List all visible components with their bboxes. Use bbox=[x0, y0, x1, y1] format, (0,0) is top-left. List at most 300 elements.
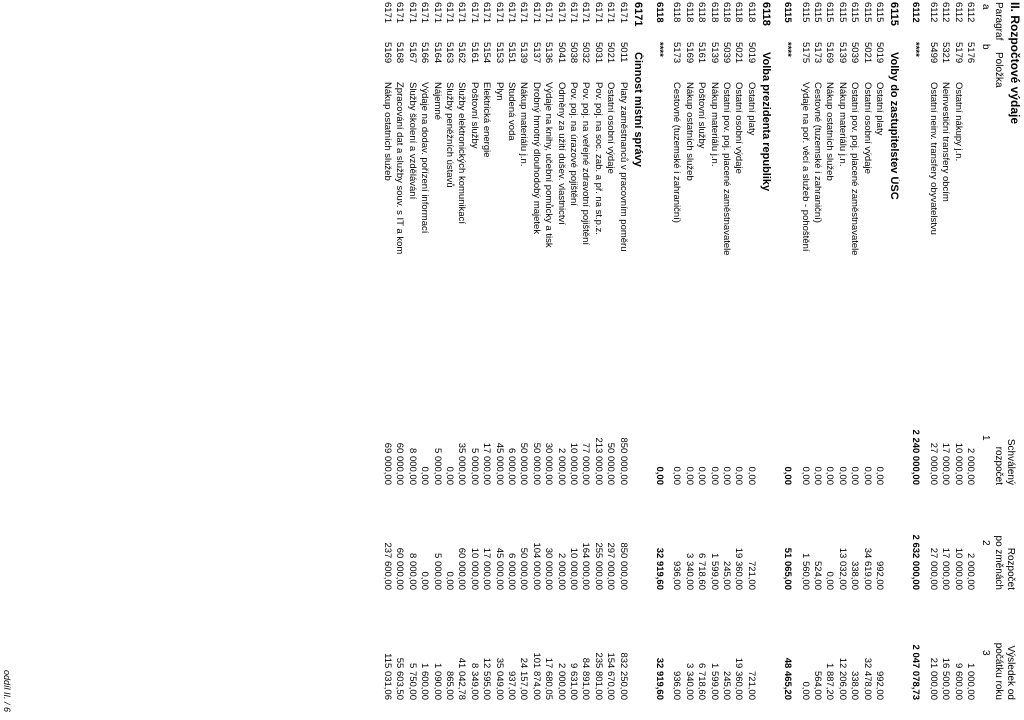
cell-vysledek: 235 801,00 bbox=[592, 652, 604, 700]
cell-vysledek: 48 465,20 bbox=[782, 657, 794, 700]
cell-polozka: 5151 bbox=[506, 42, 517, 64]
cell-schvaleny: 0,00 bbox=[654, 466, 665, 485]
header-vysledek-line2: počátku roku bbox=[993, 642, 1004, 700]
cell-po-zmenach: 10 000,00 bbox=[468, 547, 480, 590]
cell-po-zmenach: 50 000,00 bbox=[518, 547, 530, 590]
cell-paragraf: 6171 bbox=[493, 2, 505, 24]
cell-po-zmenach: 2 000,00 bbox=[555, 553, 567, 590]
cell-paragraf: 6115 bbox=[812, 2, 823, 23]
cell-polozka: 5173 bbox=[671, 42, 683, 64]
cell-polozka: 5179 bbox=[952, 42, 964, 64]
cell-polozka: 5161 bbox=[468, 42, 480, 64]
cell-paragraf: 6115 bbox=[799, 2, 811, 23]
cell-paragraf: 6171 bbox=[444, 2, 455, 24]
header-po-zmenach-line1: Rozpočet bbox=[1005, 547, 1016, 590]
cell-vysledek: 115 031,06 bbox=[382, 653, 393, 700]
cell-paragraf: 6118 bbox=[696, 2, 708, 23]
cell-paragraf: 6171 bbox=[518, 2, 530, 24]
cell-paragraf: 6112 bbox=[965, 2, 976, 23]
cell-paragraf: 6171 bbox=[592, 2, 604, 24]
table-row bbox=[406, 0, 418, 720]
table-row bbox=[579, 0, 591, 720]
cell-polozka: 5164 bbox=[431, 42, 443, 64]
table-row bbox=[381, 0, 393, 720]
cell-schvaleny: 0,00 bbox=[782, 466, 794, 485]
cell-po-zmenach: 0,00 bbox=[419, 571, 431, 590]
cell-vysledek: 1 090,00 bbox=[431, 663, 443, 700]
cell-polozka: 5176 bbox=[965, 42, 976, 64]
cell-polozka: 5041 bbox=[555, 42, 567, 64]
cell-vysledek: 12 595,00 bbox=[481, 657, 493, 700]
cell-polozka: 5021 bbox=[733, 42, 745, 64]
table-row bbox=[964, 0, 976, 720]
cell-po-zmenach: 0,00 bbox=[444, 571, 455, 590]
cell-polozka: 5153 bbox=[493, 42, 505, 64]
cell-schvaleny: 0,00 bbox=[419, 466, 431, 485]
table-row bbox=[455, 0, 467, 720]
cell-description: Nákup materiálu j.n. bbox=[836, 82, 848, 167]
cell-po-zmenach: 60 000,00 bbox=[456, 547, 468, 590]
cell-vysledek: 35 049,00 bbox=[493, 657, 505, 700]
table-row bbox=[468, 0, 480, 720]
cell-description: Platy zaměstnanců v pracovním poměru bbox=[617, 82, 629, 252]
cell-po-zmenach: 721,00 bbox=[745, 560, 757, 590]
table-row bbox=[567, 0, 579, 720]
cell-paragraf: 6115 bbox=[849, 2, 861, 23]
cell-paragraf: 6112 bbox=[927, 2, 939, 23]
cell-vysledek: 6 718,60 bbox=[696, 663, 708, 700]
header-index-a: a bbox=[980, 4, 991, 10]
cell-polozka: 5039 bbox=[721, 42, 732, 64]
cell-po-zmenach: 6 718,60 bbox=[696, 553, 708, 590]
header-index-2: 2 bbox=[980, 540, 991, 546]
cell-description: Ostatní platy bbox=[874, 82, 885, 136]
cell-vysledek: 338,00 bbox=[849, 670, 861, 700]
cell-schvaleny: 850 000,00 bbox=[617, 437, 629, 485]
header-paragraf: Paragraf bbox=[993, 2, 1004, 41]
table-row bbox=[431, 0, 443, 720]
table-row bbox=[443, 0, 455, 720]
cell-po-zmenach: 17 000,00 bbox=[940, 547, 952, 590]
cell-description: Výdaje na knihy, učební pomůcky a tisk bbox=[543, 82, 555, 248]
cell-polozka: 5137 bbox=[530, 42, 542, 64]
cell-vysledek: 32 919,60 bbox=[654, 657, 665, 700]
cell-description: Pov. poj. na soc. zab. a př. na st.p.z. bbox=[592, 82, 604, 235]
cell-vysledek: 19 360,00 bbox=[733, 657, 745, 700]
table-row bbox=[799, 0, 811, 720]
table-row bbox=[555, 0, 567, 720]
table-row bbox=[848, 0, 860, 720]
table-row bbox=[480, 0, 492, 720]
cell-description: Výdaje na poř. věcí a služeb - pohoštění bbox=[799, 82, 811, 252]
cell-paragraf: 6171 bbox=[568, 2, 579, 24]
cell-vysledek: 2 000,00 bbox=[555, 663, 567, 700]
cell-description: Ostatní neinv. transfery obyvatelstvu bbox=[927, 82, 939, 235]
table-row bbox=[720, 0, 732, 720]
cell-po-zmenach: 34 619,00 bbox=[861, 547, 873, 590]
cell-schvaleny: 0,00 bbox=[824, 466, 836, 485]
cell-schvaleny: 0,00 bbox=[861, 466, 873, 485]
cell-schvaleny: 10 000,00 bbox=[952, 442, 964, 485]
cell-polozka: 5175 bbox=[799, 42, 811, 64]
cell-po-zmenach: 104 000,00 bbox=[530, 542, 542, 590]
cell-polozka: 5031 bbox=[592, 42, 604, 64]
cell-schvaleny: 0,00 bbox=[874, 466, 885, 485]
cell-schvaleny: 17 000,00 bbox=[940, 442, 952, 485]
cell-po-zmenach: 850 000,00 bbox=[617, 542, 629, 590]
cell-description: Nákup ostatních služeb bbox=[382, 82, 393, 181]
cell-description: Poštovní služby bbox=[696, 82, 708, 149]
cell-vysledek: 55 603,50 bbox=[394, 657, 406, 700]
cell-schvaleny: 2 000,00 bbox=[555, 448, 567, 485]
cell-description: Ostatní osobní výdaje bbox=[605, 82, 617, 174]
cell-description: Poštovní služby bbox=[468, 82, 480, 149]
cell-description: Služby peněžních ústavů bbox=[444, 82, 455, 188]
cell-schvaleny: 0,00 bbox=[444, 466, 455, 485]
cell-paragraf: 6171 bbox=[506, 2, 517, 24]
cell-polozka: 5169 bbox=[824, 42, 836, 64]
cell-schvaleny: 0,00 bbox=[721, 466, 732, 485]
cell-paragraf: 6171 bbox=[530, 2, 542, 24]
cell-vysledek: 84 891,00 bbox=[580, 657, 592, 700]
cell-po-zmenach: 3 340,00 bbox=[683, 553, 695, 590]
cell-paragraf: 6118 bbox=[733, 2, 745, 23]
header-index-3: 3 bbox=[980, 650, 991, 656]
cell-polozka: 5161 bbox=[696, 42, 708, 64]
cell-paragraf: 6118 bbox=[671, 2, 683, 23]
total-row bbox=[653, 0, 665, 720]
page-title: II. Rozpočtové výdaje bbox=[1008, 2, 1022, 125]
cell-description: Cestovné (tuzemské i zahraniční) bbox=[671, 82, 683, 223]
cell-polozka: 5011 bbox=[617, 42, 629, 63]
cell-po-zmenach: 338,00 bbox=[849, 560, 861, 590]
cell-paragraf: 6112 bbox=[940, 2, 952, 23]
cell-po-zmenach: 164 000,00 bbox=[580, 542, 592, 590]
cell-paragraf: 6171 bbox=[481, 2, 493, 24]
cell-schvaleny: 50 000,00 bbox=[518, 442, 530, 485]
cell-po-zmenach: 32 919,60 bbox=[654, 547, 665, 590]
cell-description: Ostatní pov. poj. placené zaměstnavatele bbox=[721, 82, 732, 256]
cell-schvaleny: 213 000,00 bbox=[592, 437, 604, 485]
cell-schvaleny: 0,00 bbox=[696, 466, 708, 485]
cell-schvaleny: 27 000,00 bbox=[927, 442, 939, 485]
cell-paragraf: 6171 bbox=[617, 2, 629, 24]
cell-schvaleny: 60 000,00 bbox=[394, 442, 406, 485]
table-row bbox=[592, 0, 604, 720]
header-index-1: 1 bbox=[980, 435, 991, 441]
cell-paragraf: 6115 bbox=[874, 2, 885, 23]
cell-schvaleny: 0,00 bbox=[836, 466, 848, 485]
cell-po-zmenach: 936,00 bbox=[671, 560, 683, 590]
cell-schvaleny: 8 000,00 bbox=[406, 448, 418, 485]
cell-paragraf: 6118 bbox=[683, 2, 695, 23]
cell-vysledek: 0,00 bbox=[799, 681, 811, 700]
cell-description: Plyn bbox=[493, 82, 505, 101]
cell-schvaleny: 0,00 bbox=[812, 466, 823, 485]
cell-description: Pov. poj. na veřejné zdravotní pojištění bbox=[580, 82, 592, 246]
cell-description: Ostatní pov. poj. placené zaměstnavatele bbox=[849, 82, 861, 256]
section-row bbox=[632, 0, 644, 720]
header-schvaleny-line2: rozpočet bbox=[993, 446, 1004, 485]
cell-vysledek: 3 340,00 bbox=[683, 663, 695, 700]
cell-description: Nákup materiálu j.n. bbox=[518, 82, 530, 167]
table-row bbox=[823, 0, 835, 720]
section-row bbox=[760, 0, 772, 720]
cell-description: Činnost místní správy bbox=[631, 52, 644, 167]
cell-polozka: 5136 bbox=[543, 42, 555, 64]
total-row bbox=[909, 0, 921, 720]
cell-description: Odměny za užití dušev. vlastnictví bbox=[555, 82, 567, 225]
cell-paragraf: 6115 bbox=[861, 2, 873, 23]
cell-schvaleny: 0,00 bbox=[733, 466, 745, 485]
cell-schvaleny: 77 000,00 bbox=[580, 442, 592, 485]
cell-po-zmenach: 524,00 bbox=[812, 560, 823, 590]
cell-schvaleny: 5 000,00 bbox=[468, 448, 480, 485]
table-row bbox=[939, 0, 951, 720]
table-row bbox=[811, 0, 823, 720]
cell-schvaleny: 0,00 bbox=[745, 466, 757, 485]
cell-paragraf: 6171 bbox=[543, 2, 555, 24]
table-row bbox=[604, 0, 616, 720]
cell-vysledek: 24 157,00 bbox=[518, 657, 530, 700]
cell-po-zmenach: 0,00 bbox=[824, 571, 836, 590]
cell-vysledek: 12 206,00 bbox=[836, 657, 848, 700]
cell-schvaleny: 0,00 bbox=[708, 466, 720, 485]
cell-description: Zpracování dat a služby souv. s IT a kom bbox=[394, 82, 406, 255]
cell-polozka: 5038 bbox=[568, 42, 579, 64]
cell-po-zmenach: 10 000,00 bbox=[568, 547, 579, 590]
cell-schvaleny: 0,00 bbox=[799, 466, 811, 485]
cell-vysledek: 992,00 bbox=[874, 670, 885, 700]
table-row bbox=[505, 0, 517, 720]
cell-description: Neinvestiční transfery obcím bbox=[940, 82, 952, 202]
cell-po-zmenach: 60 000,00 bbox=[394, 547, 406, 590]
header-po-zmenach-line2: po změnách bbox=[993, 535, 1004, 590]
cell-polozka: 5169 bbox=[683, 42, 695, 64]
cell-paragraf: 6171 bbox=[406, 2, 418, 24]
cell-paragraf: 6115 bbox=[836, 2, 848, 23]
cell-paragraf: 6118 bbox=[708, 2, 720, 23]
cell-paragraf: 6118 bbox=[745, 2, 757, 23]
table-row bbox=[745, 0, 757, 720]
cell-vysledek: 101 874,00 bbox=[530, 652, 542, 700]
cell-paragraf: 6112 bbox=[952, 2, 964, 23]
cell-paragraf: 6112 bbox=[910, 2, 922, 23]
cell-polozka: 5139 bbox=[518, 42, 530, 64]
cell-polozka: 5039 bbox=[849, 42, 861, 64]
cell-polozka: 5162 bbox=[456, 42, 468, 64]
cell-polozka: 5169 bbox=[382, 42, 393, 64]
cell-polozka: 5019 bbox=[745, 42, 757, 64]
cell-schvaleny: 0,00 bbox=[849, 466, 861, 485]
table-row bbox=[517, 0, 529, 720]
cell-po-zmenach: 6 000,00 bbox=[506, 553, 517, 590]
cell-description: Služby školení a vzdělávání bbox=[406, 82, 418, 200]
cell-schvaleny: 2 000,00 bbox=[965, 448, 976, 485]
cell-polozka: 5139 bbox=[708, 42, 720, 64]
cell-polozka: **** bbox=[910, 42, 922, 57]
cell-paragraf: 6115 bbox=[888, 2, 900, 26]
cell-vysledek: 1 000,00 bbox=[965, 663, 976, 700]
cell-description: Ostatní osobní výdaje bbox=[861, 82, 873, 174]
cell-polozka: 5032 bbox=[580, 42, 592, 64]
cell-description: Studená voda bbox=[506, 82, 517, 141]
cell-po-zmenach: 245,00 bbox=[721, 560, 732, 590]
cell-schvaleny: 0,00 bbox=[683, 466, 695, 485]
cell-schvaleny: 6 000,00 bbox=[506, 448, 517, 485]
cell-po-zmenach: 2 632 000,00 bbox=[910, 534, 922, 590]
table-row bbox=[530, 0, 542, 720]
cell-paragraf: 6171 bbox=[631, 2, 644, 27]
cell-po-zmenach: 1 599,00 bbox=[708, 553, 720, 590]
cell-schvaleny: 50 000,00 bbox=[605, 442, 617, 485]
cell-polozka: 5167 bbox=[406, 42, 418, 64]
cell-polozka: **** bbox=[654, 42, 665, 57]
cell-paragraf: 6171 bbox=[419, 2, 431, 24]
table-row bbox=[873, 0, 885, 720]
cell-paragraf: 6171 bbox=[382, 2, 393, 24]
cell-po-zmenach: 1 560,00 bbox=[799, 553, 811, 590]
cell-polozka: **** bbox=[782, 42, 794, 57]
cell-po-zmenach: 2 000,00 bbox=[965, 553, 976, 590]
cell-po-zmenach: 237 600,00 bbox=[382, 542, 393, 590]
cell-paragraf: 6118 bbox=[654, 2, 665, 23]
section-row bbox=[888, 0, 900, 720]
cell-paragraf: 6115 bbox=[782, 2, 794, 23]
cell-po-zmenach: 992,00 bbox=[874, 560, 885, 590]
table-row bbox=[683, 0, 695, 720]
cell-vysledek: 2 047 078,73 bbox=[910, 644, 922, 700]
cell-po-zmenach: 51 065,00 bbox=[782, 547, 794, 590]
table-row bbox=[542, 0, 554, 720]
cell-schvaleny: 0,00 bbox=[671, 466, 683, 485]
cell-po-zmenach: 10 000,00 bbox=[952, 547, 964, 590]
total-row bbox=[781, 0, 793, 720]
cell-vysledek: 245,00 bbox=[721, 670, 732, 700]
table-row bbox=[695, 0, 707, 720]
cell-polozka: 5021 bbox=[861, 42, 873, 64]
cell-polozka: 5321 bbox=[940, 42, 952, 64]
cell-polozka: 5019 bbox=[874, 42, 885, 64]
cell-schvaleny: 50 000,00 bbox=[530, 442, 542, 485]
table-row bbox=[952, 0, 964, 720]
table-row bbox=[493, 0, 505, 720]
cell-schvaleny: 2 240 000,00 bbox=[910, 429, 922, 485]
cell-description: Výdaje na dodav. pořízení informací bbox=[419, 82, 431, 234]
header-vysledek-line1: Výsledek od bbox=[1005, 645, 1016, 700]
cell-vysledek: 564,00 bbox=[812, 670, 823, 700]
header-index-b: b bbox=[980, 44, 991, 50]
cell-description: Nákup materiálu j.n. bbox=[708, 82, 720, 167]
cell-description: Nákup ostatních služeb bbox=[683, 82, 695, 181]
cell-paragraf: 6115 bbox=[824, 2, 836, 23]
cell-paragraf: 6171 bbox=[555, 2, 567, 24]
cell-paragraf: 6171 bbox=[394, 2, 406, 24]
cell-po-zmenach: 255 000,00 bbox=[592, 542, 604, 590]
cell-description: Elektrická energie bbox=[481, 82, 493, 158]
table-row bbox=[617, 0, 629, 720]
cell-description: Nákup ostatních služeb bbox=[824, 82, 836, 181]
cell-vysledek: 17 680,05 bbox=[543, 657, 555, 700]
header-polozka: Položka bbox=[993, 52, 1004, 88]
cell-schvaleny: 69 000,00 bbox=[382, 442, 393, 485]
cell-polozka: 5163 bbox=[444, 42, 455, 64]
cell-polozka: 5021 bbox=[605, 42, 617, 64]
cell-po-zmenach: 5 000,00 bbox=[431, 553, 443, 590]
cell-po-zmenach: 297 000,00 bbox=[605, 542, 617, 590]
cell-po-zmenach: 19 360,00 bbox=[733, 547, 745, 590]
cell-schvaleny: 45 000,00 bbox=[493, 442, 505, 485]
cell-description: Volba prezidenta republiky bbox=[759, 52, 772, 192]
cell-po-zmenach: 45 000,00 bbox=[493, 547, 505, 590]
cell-vysledek: 154 670,00 bbox=[605, 652, 617, 700]
cell-vysledek: 832 250,00 bbox=[617, 652, 629, 700]
cell-po-zmenach: 8 000,00 bbox=[406, 553, 418, 590]
cell-description: Cestovné (tuzemské i zahraniční) bbox=[812, 82, 823, 223]
cell-vysledek: 5 750,00 bbox=[406, 663, 418, 700]
cell-vysledek: 32 478,00 bbox=[861, 657, 873, 700]
table-row bbox=[418, 0, 430, 720]
cell-paragraf: 6118 bbox=[759, 2, 772, 26]
cell-vysledek: 721,00 bbox=[745, 670, 757, 700]
cell-polozka: 5139 bbox=[836, 42, 848, 64]
cell-description: Drobný hmotný dlouhodobý majetek bbox=[530, 82, 542, 235]
cell-paragraf: 6118 bbox=[721, 2, 732, 23]
table-row bbox=[670, 0, 682, 720]
cell-paragraf: 6171 bbox=[605, 2, 617, 24]
table-row bbox=[708, 0, 720, 720]
cell-description: Ostatní platy bbox=[745, 82, 757, 136]
cell-vysledek: 936,00 bbox=[671, 670, 683, 700]
table-row bbox=[836, 0, 848, 720]
cell-vysledek: 21 000,00 bbox=[927, 657, 939, 700]
cell-schvaleny: 30 000,00 bbox=[543, 442, 555, 485]
cell-vysledek: 41 042,78 bbox=[456, 657, 468, 700]
cell-schvaleny: 17 000,00 bbox=[481, 442, 493, 485]
table-row bbox=[732, 0, 744, 720]
table-row bbox=[393, 0, 405, 720]
cell-description: Pov. poj. na úrazové pojištění bbox=[568, 82, 579, 206]
cell-polozka: 5173 bbox=[812, 42, 823, 64]
cell-schvaleny: 35 000,00 bbox=[456, 442, 468, 485]
cell-vysledek: 9 631,00 bbox=[568, 663, 579, 700]
cell-description: Ostatní nákupy j.n. bbox=[952, 82, 964, 162]
cell-description: Nájemné bbox=[431, 82, 443, 121]
cell-vysledek: 8 349,00 bbox=[468, 663, 480, 700]
cell-description: Volby do zastupitelstev ÚSC bbox=[888, 52, 900, 200]
cell-paragraf: 6171 bbox=[580, 2, 592, 24]
cell-schvaleny: 5 000,00 bbox=[431, 448, 443, 485]
cell-vysledek: 865,00 bbox=[444, 670, 455, 700]
cell-po-zmenach: 27 000,00 bbox=[927, 547, 939, 590]
cell-vysledek: 9 600,00 bbox=[952, 663, 964, 700]
cell-paragraf: 6171 bbox=[431, 2, 443, 24]
cell-vysledek: 1 599,00 bbox=[708, 663, 720, 700]
cell-paragraf: 6171 bbox=[468, 2, 480, 24]
cell-schvaleny: 10 000,00 bbox=[568, 442, 579, 485]
cell-vysledek: 16 500,00 bbox=[940, 657, 952, 700]
cell-po-zmenach: 30 000,00 bbox=[543, 547, 555, 590]
cell-vysledek: 1 600,00 bbox=[419, 663, 431, 700]
cell-vysledek: 937,00 bbox=[506, 670, 517, 700]
table-row bbox=[861, 0, 873, 720]
cell-polozka: 5166 bbox=[419, 42, 431, 64]
cell-paragraf: 6171 bbox=[456, 2, 468, 24]
cell-description: Služby elektronických komunikací bbox=[456, 82, 468, 225]
cell-polozka: 5154 bbox=[481, 42, 493, 64]
cell-description: Ostatní osobní výdaje bbox=[733, 82, 745, 174]
cell-vysledek: 1 887,20 bbox=[824, 663, 836, 700]
